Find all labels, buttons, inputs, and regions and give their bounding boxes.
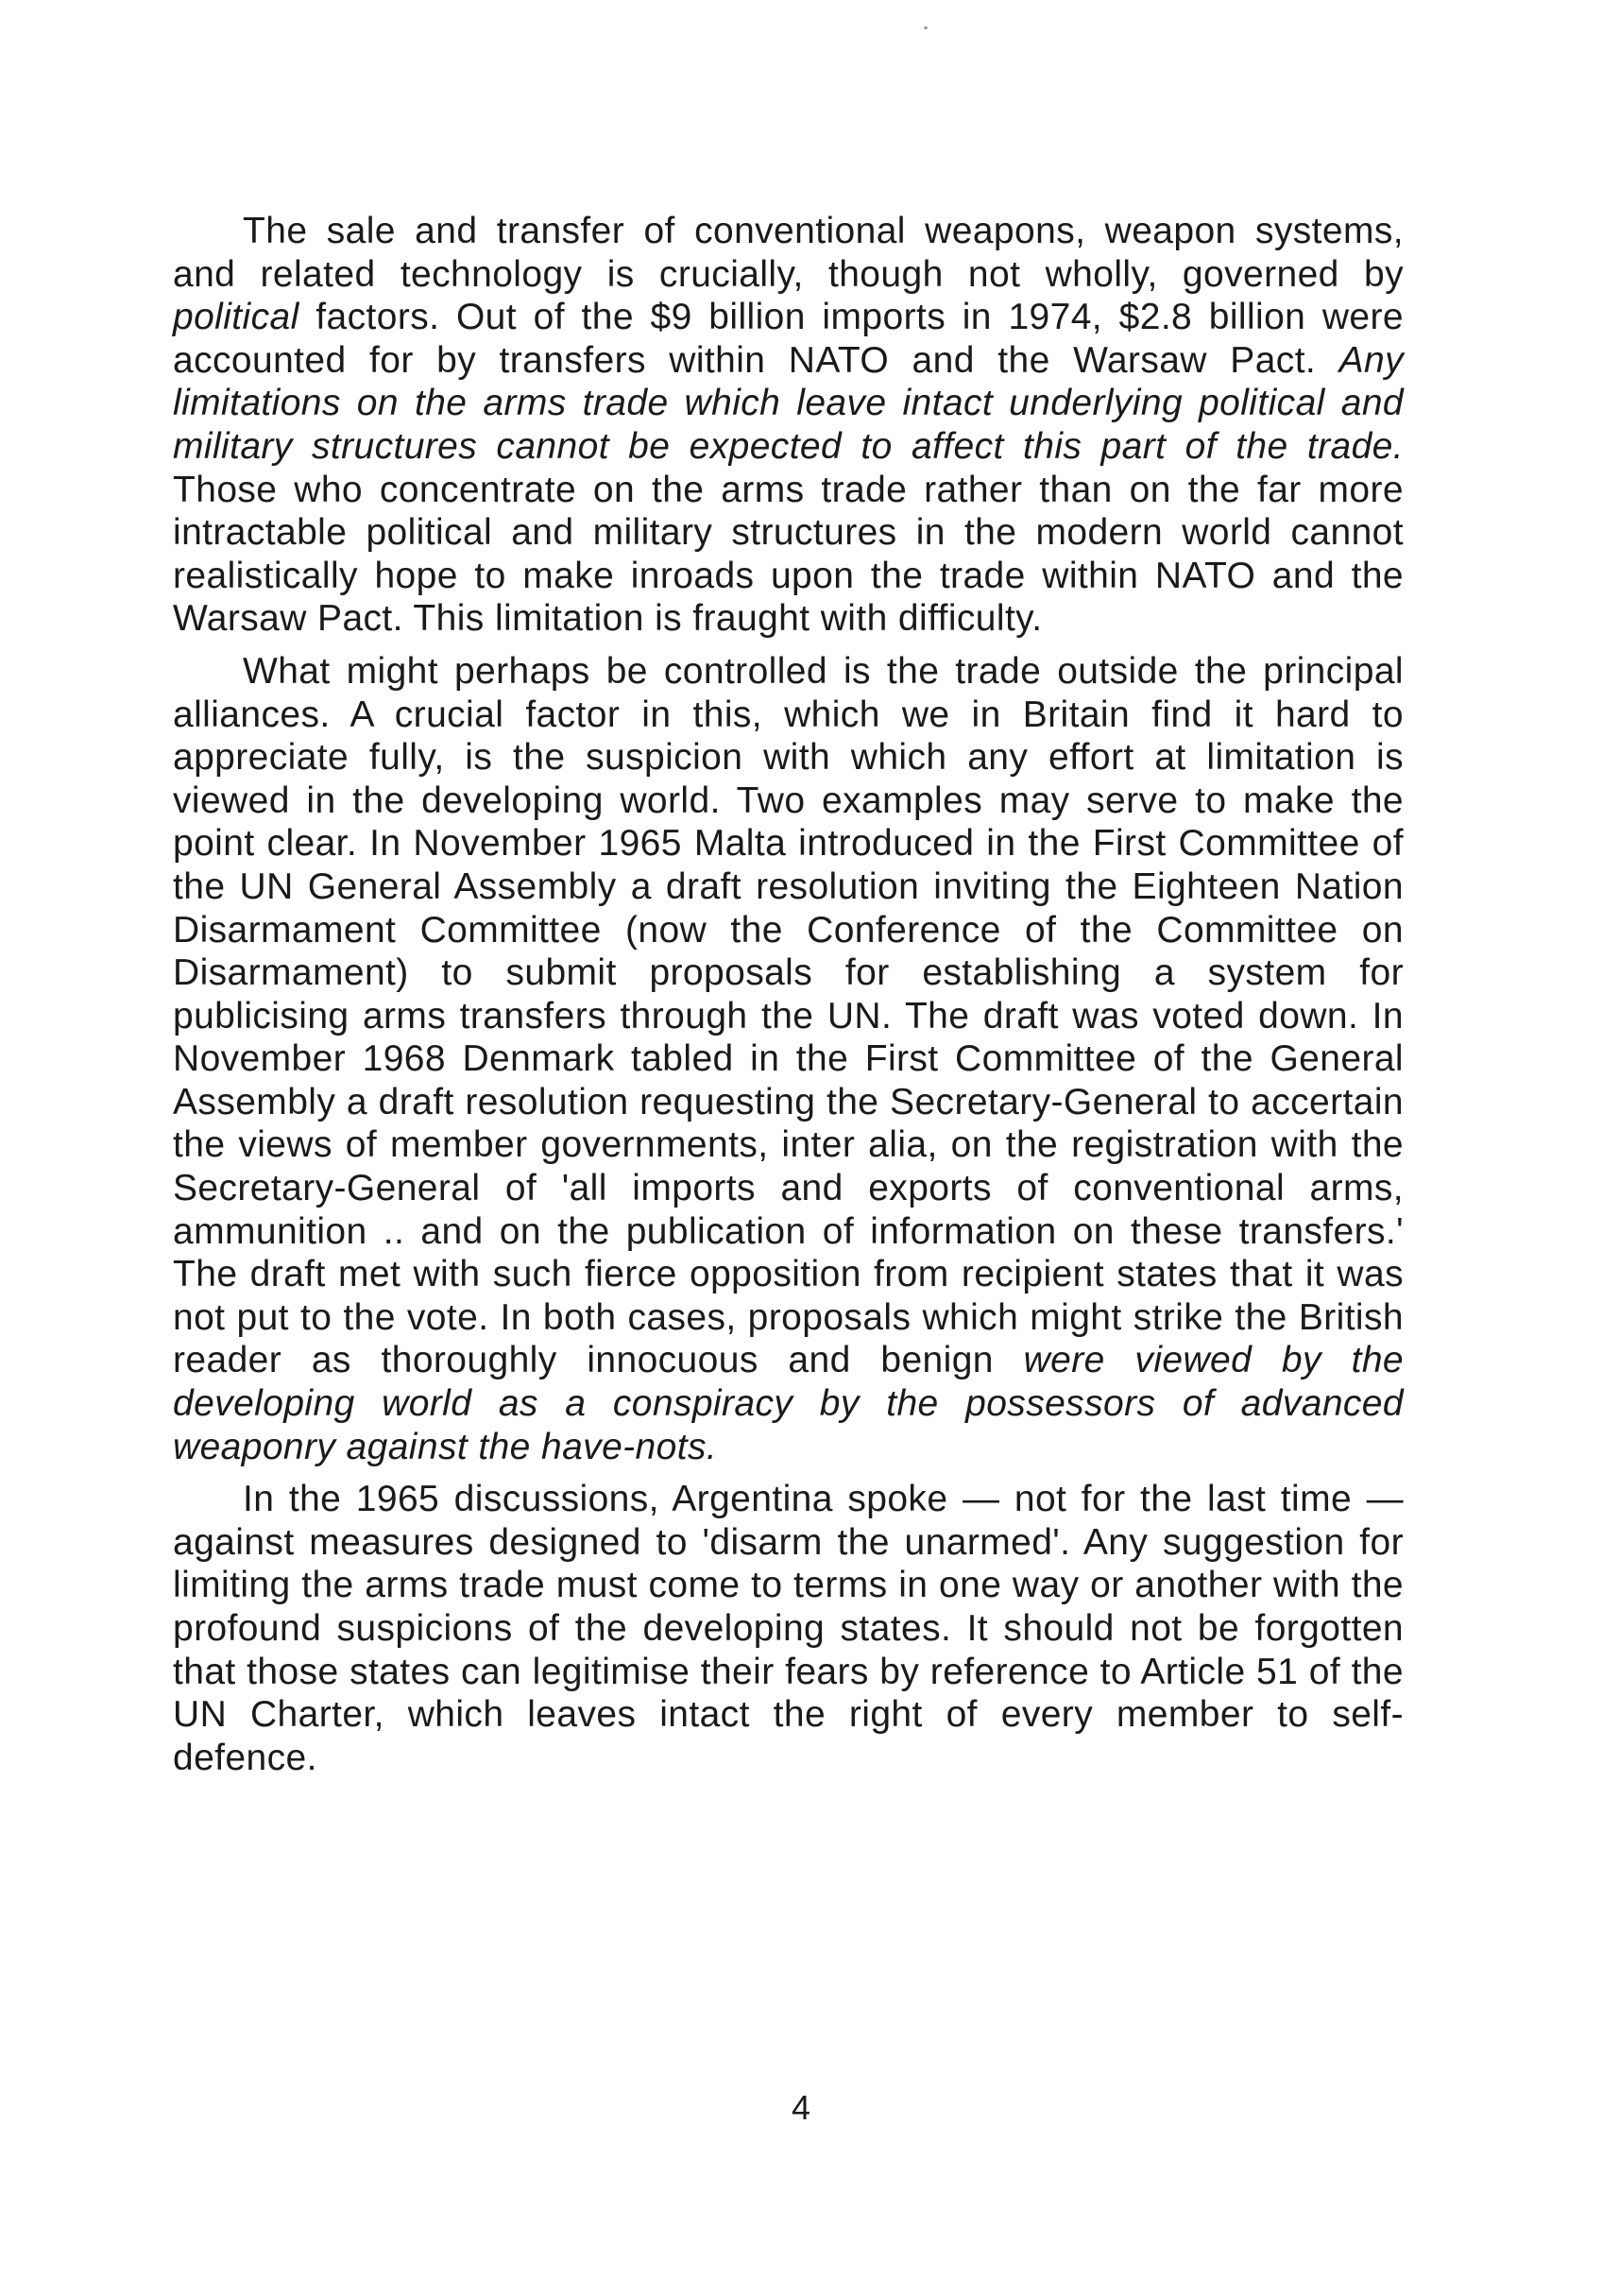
paragraph-3-text: In the 1965 discussions, Argentina spoke — not for the last time — against measures designed to 'disarm the unarmed'. Any suggestion for limiting the arms trade must come to terms in one way or another with the profound suspicions of the developing states. It should not be forgotten that those states can legitimise their fears by reference to Article 51 of the UN Charter, which leaves intact the right of every member to self-defence. [173,1479,1404,1778]
paragraph-1 [173,210,1404,641]
paragraph-1-italic-political: political [173,297,299,338]
paragraph-1-italic-emphasis: Any limitations on the arms trade which leave intact underlying political and military structures cannot be expected to affect this part of the trade. [173,339,1404,467]
scan-speck [924,26,928,29]
paragraph-2-italic-emphasis: were viewed by the developing world as a conspiracy by the possessors of advanced weaponry against the have-nots. [173,1340,1405,1467]
paragraph-2 [173,650,1404,1468]
paragraph-1-text: The sale and transfer of conventional weapons, weapon systems, and related technology is crucially, though not wholly, governed by [173,211,1404,295]
body-text [173,210,1404,1779]
paragraph-1-text: factors. Out of the $9 billion imports in 1974, $2.8 billion were accounted for by transfers within NATO and the Warsaw Pact. [173,297,1404,381]
page-number: 4 [791,2088,811,2127]
paragraph-1-text: Those who concentrate on the arms trade rather than on the far more intractable political and military structures in the modern world cannot realistically hope to make inroads upon the trade within NATO and the Warsaw Pact. This limitation is fraught with difficulty. [173,469,1404,640]
paragraph-3 [173,1478,1404,1779]
paragraph-2-text: What might perhaps be controlled is the trade outside the principal alliances. A crucial factor in this, which we in Britain find it hard to appreciate fully, is the suspicion with which any effort at limitation is viewed in the developing world. Two examples may serve to make the point clear. In November 1965 Malta introduced in the First Committee of the UN General Assembly a draft resolution inviting the Eighteen Nation Disarmament Committee (now the Conference of the Committee on Disarmament) to submit proposals for establishing a system for publicising arms transfers through the UN. The draft was voted down. In November 1968 Denmark tabled in the First Committee of the General Assembly a draft resolution requesting the Secretary-General to accertain the views of member governments, inter alia, on the registration with the Secretary-General of 'all imports and exports of conventional arms, ammunition .. and on the publication of information on these transfers.' The draft met with such fierce opposition from recipient states that it was not put to the vote. In both cases, proposals which might strike the British reader as thoroughly innocuous and benign [173,650,1404,1381]
